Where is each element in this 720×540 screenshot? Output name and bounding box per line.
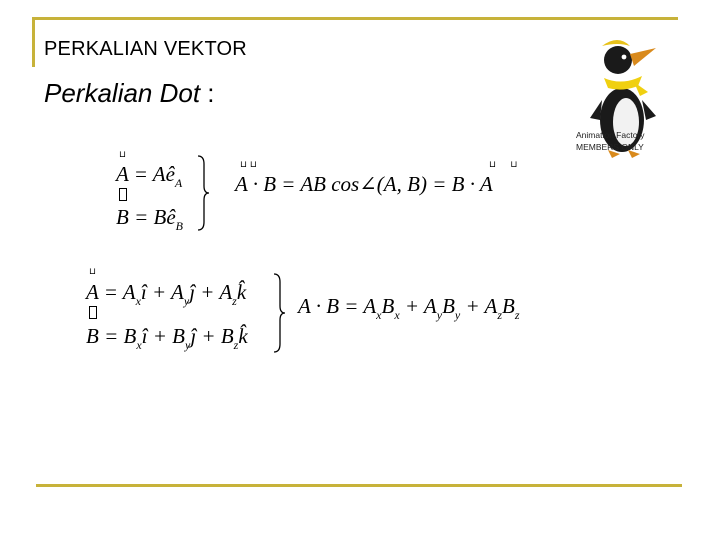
vector-mark: ⊔	[119, 150, 127, 160]
vector-mark: ⊔ ⊔	[240, 160, 257, 170]
slide-title: PERKALIAN VEKTOR	[44, 38, 247, 60]
subtitle-colon: :	[200, 78, 215, 108]
eq2-line-b: $B = B_xî$ + $B_yĵ$ + $B_zk̂$	[86, 324, 248, 352]
eq2-dot-product: $A \cdot B = A_xB_x + A_yB_y + A_zB_z$	[298, 294, 520, 322]
vector-mark: ⊔ ⊔	[489, 160, 518, 170]
eq1-line-a: $A = Aê_A$	[116, 162, 183, 190]
right-brace-icon	[272, 272, 286, 354]
logo-line-2: MEMBERS ONLY	[576, 142, 644, 152]
vector-mark: ⊔	[89, 267, 97, 277]
slide-subtitle	[44, 78, 215, 109]
frame-bottom-line	[36, 484, 682, 487]
frame-left-line	[32, 17, 35, 67]
vector-mark-box	[119, 188, 127, 201]
logo-caption	[576, 129, 645, 153]
subtitle-italic: Perkalian Dot	[44, 78, 201, 108]
vector-mark-box	[89, 306, 97, 319]
eq1-line-b: $B = Bê_B$	[116, 205, 183, 233]
frame-top-line	[32, 17, 678, 20]
eq2-line-a: $A = A_xî$ + $A_yĵ$ + $A_zk̂$	[86, 280, 247, 308]
logo-line-1: Animation Factory	[576, 130, 645, 140]
right-brace-icon	[196, 154, 210, 232]
eq1-dot-product: A · B = AB cos∠(A, B) = B · A	[235, 172, 493, 196]
